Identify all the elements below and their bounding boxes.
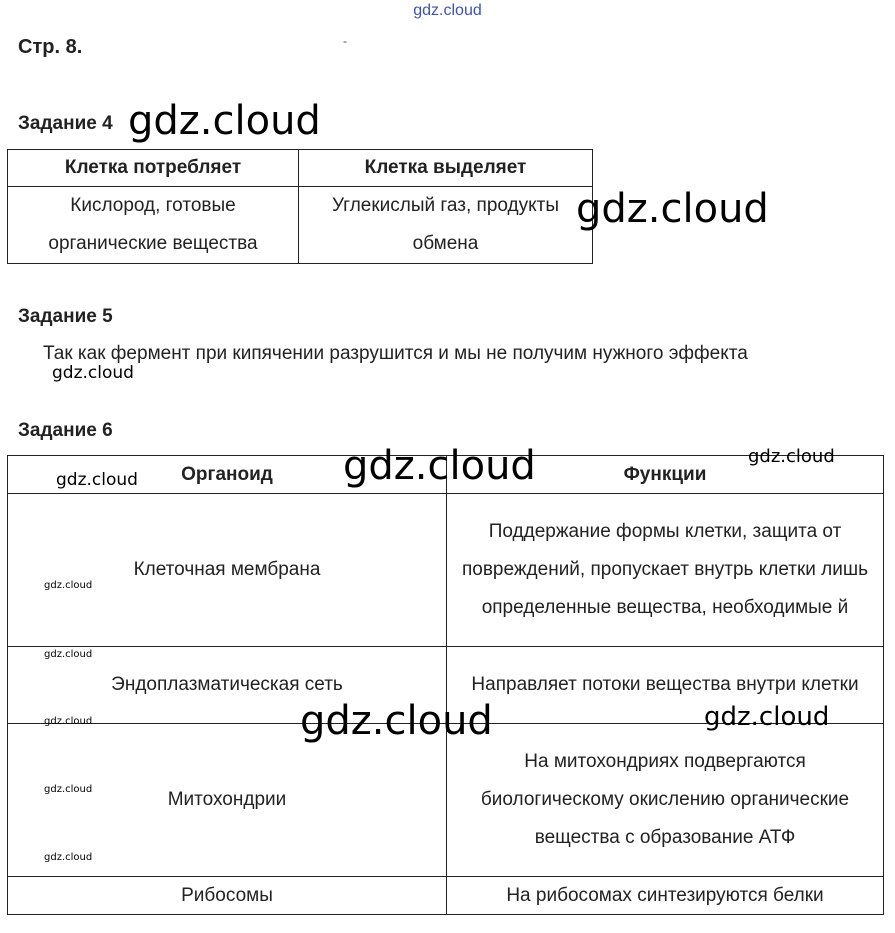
table-row: [8, 494, 884, 647]
task6-heading: Задание 6: [18, 420, 113, 441]
watermark: gdz.cloud: [44, 716, 93, 727]
cell-consumes: Кислород, готовые органические вещества: [8, 187, 299, 264]
cell-organoid: Митохондрии: [8, 724, 447, 877]
table-row: [8, 187, 593, 264]
cell-organoid: Эндоплазматическая сеть: [8, 647, 447, 724]
task4-heading: Задание 4: [18, 113, 113, 134]
watermark: gdz.cloud: [52, 363, 134, 383]
cell-releases: Углекислый газ, продукты обмена: [299, 187, 593, 264]
task4-table: [7, 149, 593, 264]
watermark: gdz.cloud: [44, 852, 93, 863]
header-cell-organoid: Органоид: [8, 456, 447, 494]
tick-mark: -: [343, 34, 347, 48]
watermark: gdz.cloud: [128, 98, 321, 144]
cell-function: Направляет потоки вещества внутри клетки: [447, 647, 884, 724]
watermark: gdz.cloud: [748, 446, 835, 467]
cell-function: На митохондриях подвергаются биологическому окислению органические вещества с образование АТФ: [447, 724, 884, 877]
table-row: [8, 724, 884, 877]
header-cell-consumes: Клетка потребляет: [8, 150, 299, 187]
cell-function: На рибосомах синтезируются белки: [447, 877, 884, 915]
watermark: gdz.cloud: [44, 649, 93, 660]
table-row: [8, 647, 884, 724]
header-cell-releases: Клетка выделяет: [299, 150, 593, 187]
header-cell-functions: Функции: [447, 456, 884, 494]
task5-answer: Так как фермент при кипячении разрушится и мы не получим нужного эффекта: [43, 343, 748, 364]
cell-organoid: Рибосомы: [8, 877, 447, 915]
watermark: gdz.cloud: [576, 186, 769, 232]
table-header-row: [8, 150, 593, 187]
top-watermark: gdz.cloud: [413, 2, 482, 19]
table-header-row: [8, 456, 884, 494]
page-number: Стр. 8.: [18, 36, 83, 58]
watermark: gdz.cloud: [704, 702, 830, 732]
table-row: [8, 877, 884, 915]
cell-organoid: Клеточная мембрана: [8, 494, 447, 647]
watermark: gdz.cloud: [44, 580, 93, 591]
task6-table: [7, 455, 884, 915]
watermark: gdz.cloud: [56, 470, 138, 490]
task5-heading: Задание 5: [18, 306, 113, 327]
watermark: gdz.cloud: [44, 784, 93, 795]
cell-function: Поддержание формы клетки, защита от повреждений, пропускает внутрь клетки лишь определенные вещества, необходимые й: [447, 494, 884, 647]
watermark: gdz.cloud: [300, 698, 493, 744]
watermark: gdz.cloud: [343, 443, 536, 489]
